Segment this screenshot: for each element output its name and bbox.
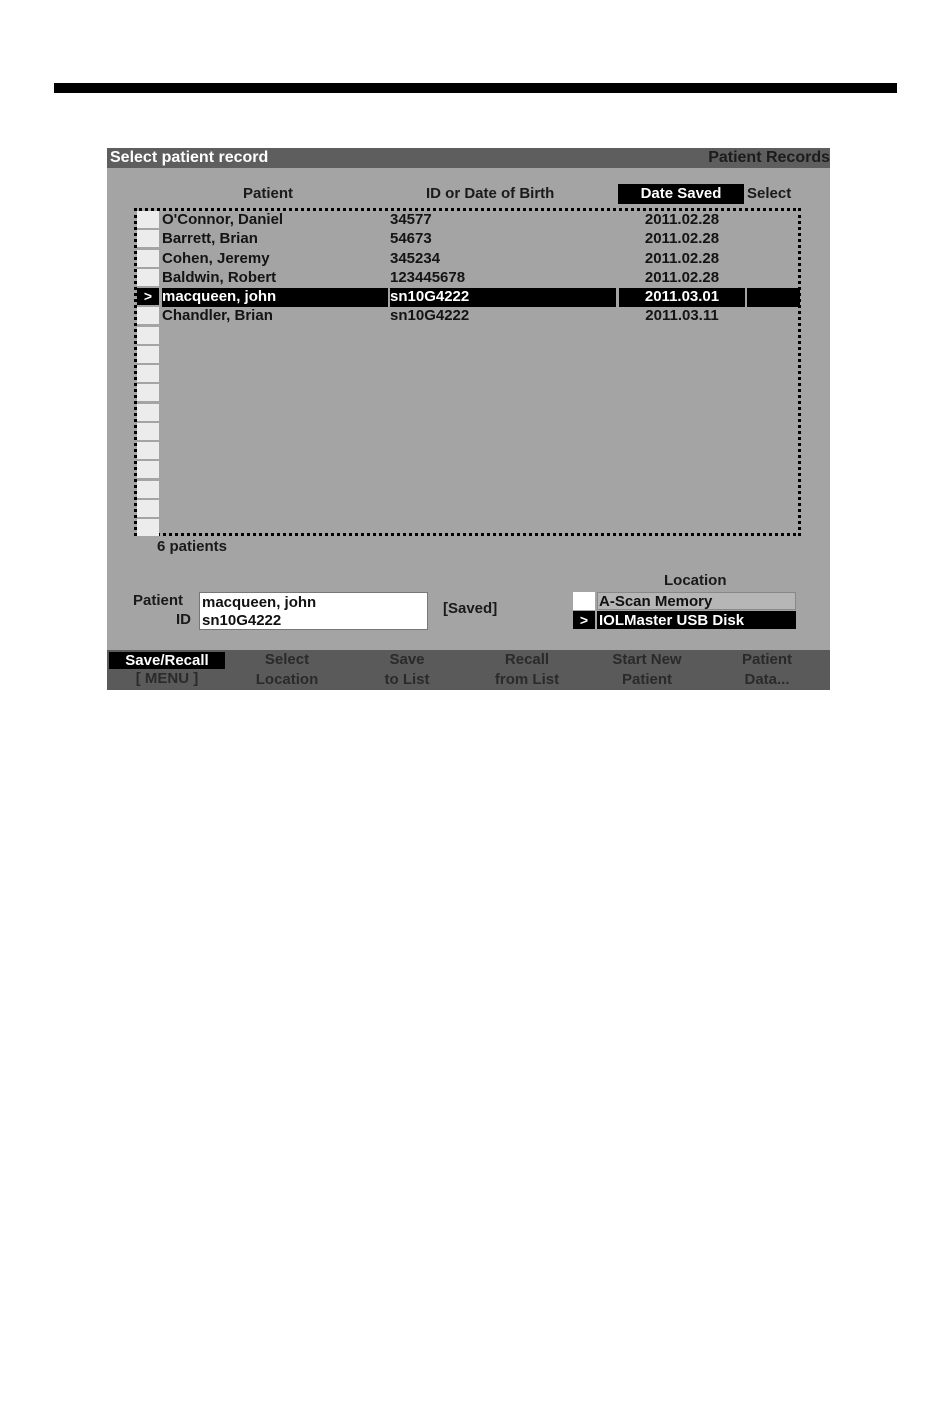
row-patient-id: 345234 [390,249,441,267]
row-date-saved: 2011.02.28 [644,230,720,248]
row-select-column-cell [747,288,800,307]
row-select-cell [137,423,159,440]
top-rule [54,83,897,93]
row-select-cell [137,519,159,536]
empty-row [137,365,800,384]
row-select-column-cell [747,250,800,269]
softkey-line2: Location [255,671,319,688]
softkey-line2: [ MENU ] [135,670,199,687]
softkey-line2: to List [384,671,430,688]
empty-row [137,384,800,403]
patient-id-field[interactable] [202,611,426,629]
empty-row [137,519,800,538]
row-select-cell [137,461,159,478]
row-date-saved: 2011.03.01 [619,288,745,307]
patient-name-field[interactable] [202,593,426,611]
location-option-label: A-Scan Memory [597,592,796,610]
row-patient-id: sn10G4222 [390,307,470,325]
row-date-saved: 2011.02.28 [644,268,720,286]
row-select-cell [137,384,159,401]
softkey-patient-data[interactable] [707,650,827,690]
location-select-cell[interactable]: > [573,611,595,629]
row-date-saved: 2011.02.28 [644,211,720,228]
row-date-saved: 2011.03.11 [645,307,719,325]
table-row[interactable] [137,288,800,307]
row-patient-id: sn10G4222 [390,288,616,307]
softkey-line2: from List [494,671,560,688]
row-select-cell [137,442,159,459]
title-bar [107,148,830,168]
row-select-column-cell [747,307,800,326]
table-row[interactable] [137,307,800,326]
softkey-recall-from-list[interactable] [467,650,587,690]
softkey-save-recall-menu[interactable] [107,650,227,690]
empty-row [137,481,800,500]
empty-row [137,461,800,480]
location-select-cell[interactable] [573,592,595,610]
softkey-line1: Save [389,651,425,668]
location-option-label: IOLMaster USB Disk [597,611,796,629]
window-title: Select patient record [110,149,269,166]
empty-row [137,346,800,365]
row-patient-name: Baldwin, Robert [162,268,277,286]
column-header-select[interactable]: Select [747,185,792,202]
empty-row [137,500,800,519]
empty-row [137,423,800,442]
row-select-cell [137,404,159,421]
row-patient-name: Cohen, Jeremy [162,249,270,267]
row-patient-name: Barrett, Brian [162,230,258,248]
column-header-date-saved[interactable]: Date Saved [618,184,744,204]
row-select-cell [137,365,159,382]
row-select-cell[interactable] [137,211,159,228]
row-select-cell[interactable]: > [137,288,159,305]
row-select-cell[interactable] [137,269,159,286]
empty-row [137,327,800,346]
location-list [573,592,796,630]
row-select-cell [137,500,159,517]
column-header-id[interactable]: ID or Date of Birth [426,185,555,202]
row-select-cell[interactable] [137,307,159,324]
patient-records-screen [107,148,830,690]
softkey-bar [107,650,830,690]
screen-name: Patient Records [708,149,830,166]
row-date-saved: 2011.02.28 [644,249,720,267]
row-select-column-cell [747,230,800,249]
patient-count: 6 patients [157,538,228,555]
column-header-patient[interactable]: Patient [243,185,294,202]
table-row[interactable] [137,269,800,288]
row-select-cell [137,481,159,498]
location-option[interactable] [573,592,796,610]
softkey-line2: Patient [621,671,672,688]
softkey-line2: Data... [744,671,790,688]
location-option[interactable] [573,611,796,629]
row-select-column-cell [747,211,800,230]
softkey-line1: Save/Recall [109,652,225,669]
patient-record-list[interactable] [134,208,801,536]
softkey-select-location[interactable] [227,650,347,690]
row-patient-name: O'Connor, Daniel [162,211,284,228]
row-patient-id: 123445678 [390,268,466,286]
softkey-line1: Start New [612,651,682,668]
table-row[interactable] [137,230,800,249]
softkey-line1: Select [264,651,310,668]
softkey-line1: Recall [504,651,550,668]
empty-row [137,404,800,423]
softkey-line1: Patient [741,651,792,668]
patient-label: Patient [133,592,184,609]
patient-input-box [199,592,428,630]
row-patient-name: Chandler, Brian [162,307,273,325]
id-label: ID [176,611,191,628]
location-label: Location [664,572,727,589]
table-row[interactable] [137,250,800,269]
softkey-start-new-patient[interactable] [587,650,707,690]
table-row[interactable] [137,211,800,230]
row-patient-id: 54673 [390,230,432,248]
row-select-cell [137,346,159,363]
saved-status: [Saved] [443,600,498,617]
row-select-cell[interactable] [137,250,159,267]
softkey-save-to-list[interactable] [347,650,467,690]
row-select-cell[interactable] [137,230,159,247]
empty-row [137,442,800,461]
row-select-cell [137,327,159,344]
row-select-column-cell [747,269,800,288]
row-patient-id: 34577 [390,211,432,228]
row-patient-name: macqueen, john [162,288,388,307]
